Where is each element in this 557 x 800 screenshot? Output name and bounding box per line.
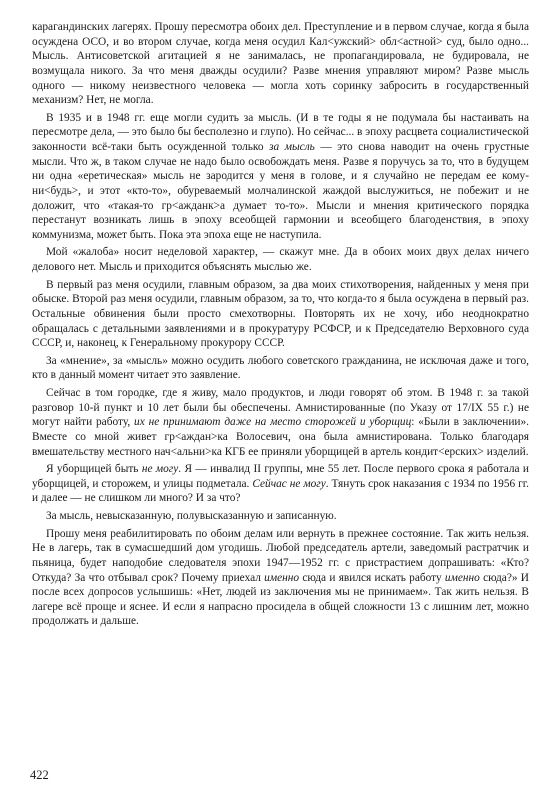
- italic-run: Сейчас не могу: [252, 477, 326, 490]
- paragraph: [32, 462, 529, 506]
- italic-run: за мысль: [269, 141, 315, 153]
- paragraph: [32, 245, 529, 274]
- page-number: 422: [30, 768, 49, 782]
- text-run: За мысль, невысказанную, полувысказанную и записанную.: [46, 510, 337, 522]
- text-run: : «Были в заключении». Вместе со мной живет гр<аждан>ка Волосевич, она была амнистирована. Только благодаря вмешательству местного нач<альни>ка КГБ ее приняли уборщицей в артель кондит<ерских> изделий.: [32, 416, 529, 458]
- text-run: карагандинских лагерях. Прошу пересмотра обоих дел. Преступление и в первом случае, когда я была осуждена ОСО, и во втором случае, когда меня осудил Кал<ужский> обл<астной> суд, было одно... Мысль. Антисоветской агитацией я не занималась, не пропагандировала, не будировала, не возмущала никого. За что меня дважды осудили? Разве мнения управляют миром? Разве мысль одного — никому неизвестного человека — могла хоть соринку забросить в государственный механизм? Нет, не могла.: [32, 21, 529, 107]
- paragraph: [32, 509, 529, 524]
- italic-run: их не принимают даже на место сторожей и уборщиц: [134, 416, 412, 429]
- paragraph: [32, 111, 529, 243]
- italic-run: именно: [264, 571, 300, 584]
- text-run: Я уборщицей быть: [46, 463, 142, 476]
- text-run: . Я — инвалид II группы, мне 55 лет. После первого срока я работала и уборщицей, и сторожем, и улицы подметала.: [32, 463, 529, 490]
- italic-run: именно: [444, 571, 480, 584]
- text-run: За «мнение», за «мысль» можно осудить любого советского гражданина, не исключая даже и того, кто в данный момент читает это заявление.: [32, 354, 529, 382]
- paragraph: [32, 354, 529, 383]
- text-run: Сейчас в том городке, где я живу, мало продуктов, и люди говорят об этом. В 1948 г. за такой разговор 10-й пункт и 10 лет были бы обеспечены. Амнистированные (по Указу от 17/IX 55 г.) не могут найти работу,: [32, 387, 529, 429]
- paragraph: [32, 527, 529, 629]
- text-run: Мой «жалоба» носит неделовой характер, — скажут мне. Да в обоих моих двух делах ничего делового нет. Мысль и приходится объяснять мыслью же.: [32, 246, 529, 273]
- italic-run: не могу: [141, 463, 179, 476]
- text-run: . Тянуть срок наказания с 1934 по 1956 гг. и далее — не слишком ли много? И за что?: [32, 477, 529, 505]
- text-run: Прошу меня реабилитировать по обоим делам или вернуть в прежнее состояние. Так жить нельзя. Не в лагерь, так в сумасшедший дом угодишь. Любой председатель артели, заведомый растратчик и пьяница, будет наподобие следователя эпохи 1947—1952 гг. с пристрастием допрашивать: «Кто? Откуда? За что отбывал срок? Почему приехал: [32, 527, 529, 584]
- document-body: [32, 20, 529, 632]
- text-run: В первый раз меня осудили, главным образом, за два моих стихотворения, найденных у меня при обыске. Второй раз меня осудили, главным образом, за то, что когда-то я была осуждена в первый раз. Остальные обвинения были просто смехотворны. Повторять их не хочу, ибо неоднократно обращалась с детальными заявлениями и в прокуратуру РСФСР, и к Председателю Верховного суда СССР, и, наконец, к Генеральному прокурору СССР.: [32, 278, 529, 350]
- text-run: сюда и явился искать работу: [299, 571, 445, 584]
- paragraph: [32, 386, 529, 459]
- text-run: В 1935 и в 1948 гг. еще могли судить за мысль. (И в те годы я не подумала бы настаивать на пересмотре дела, — это было бы бесполезно и глупо). Но сейчас... в эпоху расцвета социалистической законности всё-таки быть осужденной только: [32, 111, 529, 153]
- text-run: сюда?» И после всех допросов услышишь: «Нет, людей из заключения мы не принимаем». Так жить нельзя. В лагере всё проще и яснее. И если я напрасно просидела в общей сложности 13 с лишним лет, можно продолжать и дальше.: [32, 571, 530, 628]
- paragraph: [32, 278, 529, 351]
- text-run: — это снова наводит на очень грустные мысли. Что ж, в таком случае не надо было освобождать меня. Разве я поручусь за то, что в будущем ни одна «еретическая» мысль не зародится у меня в голове, и я случайно не передам ее кому-ни<будь>, и этот «кто-то», обуреваемый молчалинской жаждой выслужиться, не побежит и не доложит, что «такая-то гр<ажданк>а думает то-то». Мысли и мнения критического порядка перестанут возникать лишь в эпоху всеобщей гармонии и всеобщего благоденствия, в эпоху коммунизма, может быть. Пока эта эпоха еще не наступила.: [32, 141, 529, 241]
- paragraph: [32, 20, 529, 108]
